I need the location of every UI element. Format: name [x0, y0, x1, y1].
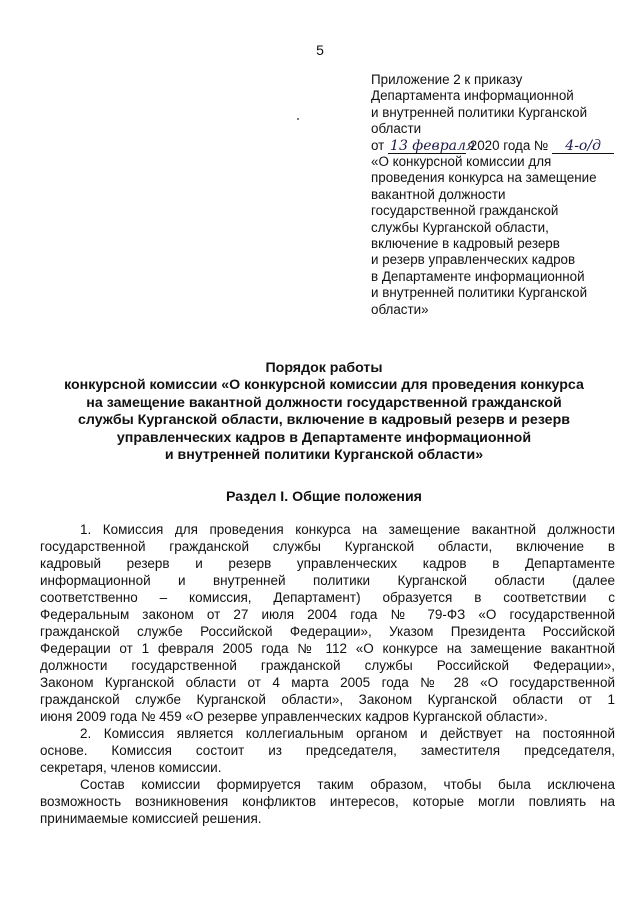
title-line: управленческих кадров в Департаменте информационной — [116, 429, 532, 446]
handwritten-date: 13 февраля — [390, 137, 476, 154]
date-prefix: от — [371, 137, 385, 153]
page-number: 5 — [316, 42, 324, 58]
paragraph-line: секретаря, членов комиссии. — [40, 760, 222, 775]
appendix-line: области — [371, 121, 422, 137]
paragraph-line: Федеральным законом от 27 июля 2004 года № 79-ФЗ «О государственной — [40, 607, 615, 622]
appendix-header — [371, 72, 621, 318]
appendix-line: области» — [371, 301, 429, 317]
title-line: и внутренней политики Курганской области» — [164, 447, 484, 464]
title-line: службы Курганской области, включение в кадровый резерв и резерв — [78, 412, 570, 429]
appendix-line: в Департаменте информационной — [371, 268, 585, 284]
appendix-line: Департамента информационной — [371, 88, 574, 104]
title-line: конкурсной комиссии «О конкурсной комиссии для проведения конкурса — [64, 377, 584, 394]
paragraph-line: 2. Комиссия является коллегиальным органом и действует на постоянной — [80, 726, 615, 741]
appendix-line: службы Курганской области, — [371, 219, 549, 235]
appendix-line: и резерв управленческих кадров — [371, 252, 576, 268]
paragraph-line: информационной и внутренней политики Курганской области (далее — [40, 573, 615, 588]
document-body — [40, 521, 615, 827]
title-line: на замещение вакантной должности государственной гражданской — [86, 394, 562, 411]
paragraph-3 — [40, 776, 615, 827]
paragraph-line: Федерации от 1 февраля 2005 года № 112 «О конкурсе на замещение вакантной — [40, 641, 615, 656]
appendix-line: государственной гражданской — [371, 203, 559, 219]
paragraph-line: принимаемые комиссией решения. — [40, 811, 262, 826]
appendix-line: вакантной должности — [371, 186, 506, 202]
handwritten-order-number: 4-о/д — [552, 139, 614, 154]
paragraph-line: гражданской службе Курганской области», Законом Курганской области от 1 — [40, 692, 615, 707]
paragraph-1 — [40, 521, 615, 725]
paragraph-line: должности государственной гражданской службы Российской Федерации», — [40, 658, 615, 673]
paragraph-line: соответственно – комиссия, Департамент) образуется в соответствии с — [40, 590, 615, 605]
date-suffix: 2020 года № — [469, 137, 549, 153]
appendix-line: и внутренней политики Курганской — [371, 104, 588, 120]
paragraph-line: гражданской службе Российской Федерации», Указом Президента Российской — [40, 624, 615, 639]
paragraph-line: Состав комиссии формируется таким образом, чтобы была исключена — [80, 777, 615, 792]
paragraph-line: июня 2009 года № 459 «О резерве управленческих кадров Курганской области». — [40, 709, 548, 724]
scan-speck — [297, 118, 299, 120]
appendix-line: включение в кадровый резерв — [371, 236, 560, 252]
appendix-line: проведения конкурса на замещение — [371, 170, 597, 186]
paragraph-line: Законом Курганской области от 4 марта 2005 года № 28 «О государственной — [40, 675, 615, 690]
appendix-date-line — [371, 138, 621, 154]
paragraph-line: 1. Комиссия для проведения конкурса на замещение вакантной должности — [80, 522, 615, 537]
paragraph-line: возможность возникновения конфликтов интересов, которые могли повлиять на — [40, 794, 615, 809]
section-heading: Раздел I. Общие положения — [226, 489, 422, 505]
paragraph-line: кадровый резерв и резерв управленческих кадров в Департаменте — [40, 556, 615, 571]
paragraph-line: основе. Комиссия состоит из председателя, заместителя председателя, — [40, 743, 615, 758]
appendix-line: и внутренней политики Курганской — [371, 285, 588, 301]
paragraph-2 — [40, 725, 615, 776]
title-line: Порядок работы — [265, 360, 383, 376]
appendix-line: Приложение 2 к приказу — [371, 72, 523, 87]
paragraph-line: государственной гражданской службы Курганской области, включение в — [40, 539, 615, 554]
appendix-line: «О конкурсной комиссии для — [371, 154, 552, 170]
document-title — [40, 360, 608, 464]
